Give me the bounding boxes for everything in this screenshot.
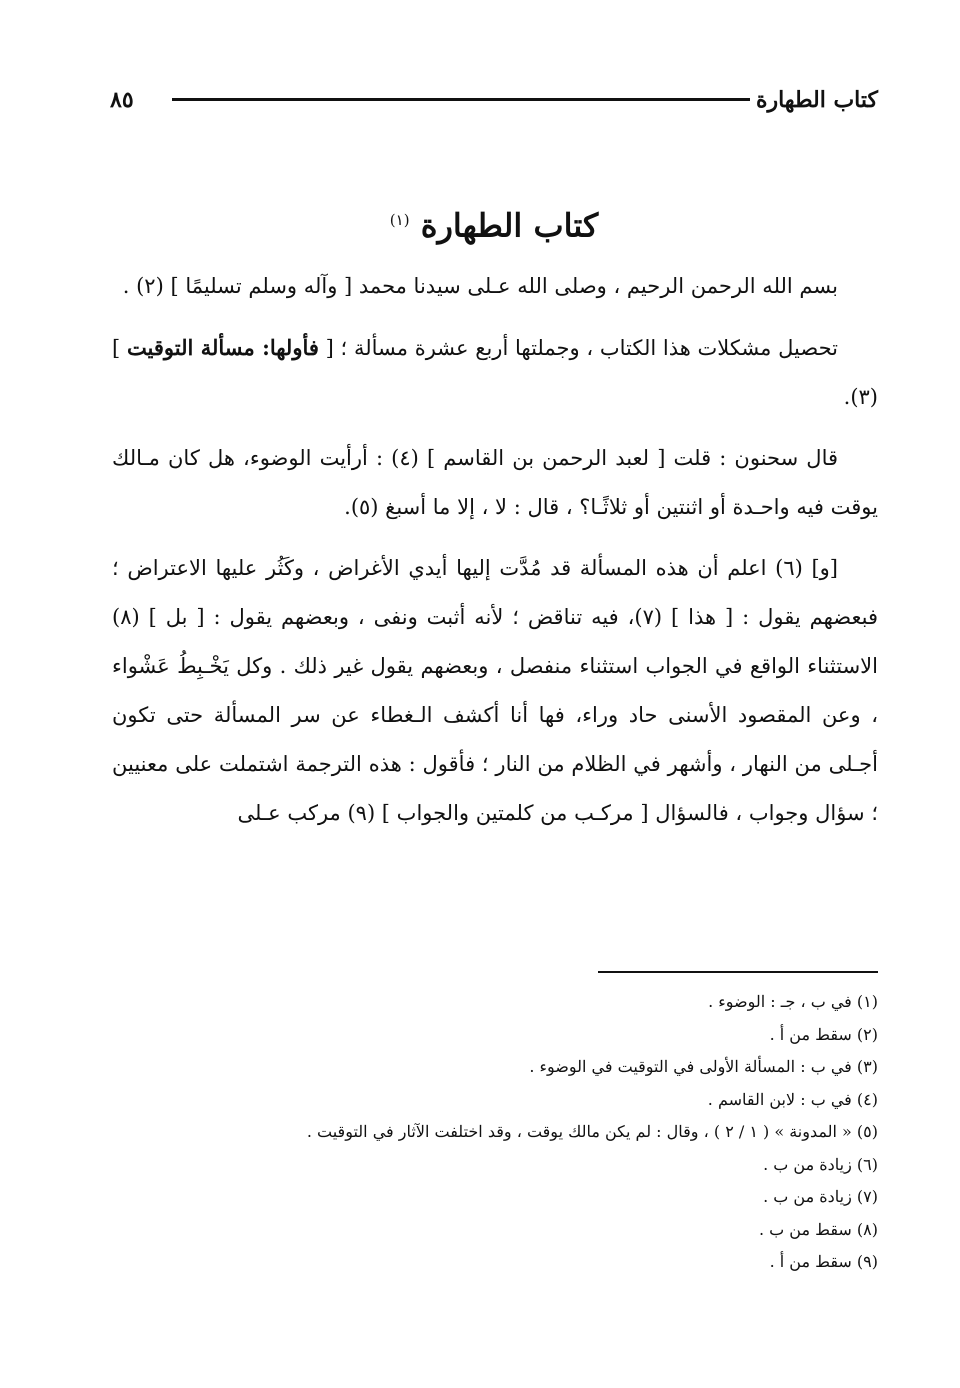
chapter-title-text: كتاب الطهارة: [420, 206, 599, 245]
running-header-title: كتاب الطهارة: [755, 87, 878, 113]
footnote-7: (٧) زيادة من ب .: [763, 1187, 878, 1206]
footnote-2: (٢) سقط من أ .: [769, 1024, 878, 1044]
footnote-1: (١) في ب ، جـ : الوضوء .: [708, 992, 878, 1011]
footnote-9: (٩) سقط من أ .: [769, 1252, 878, 1271]
chapter-footnote-mark: (١): [389, 211, 410, 229]
footnote-4: (٤) في ب : لابن القاسم .: [707, 1089, 878, 1109]
footnote-divider: [598, 971, 878, 973]
footnote-8: (٨) سقط من ب .: [758, 1219, 878, 1239]
footnote-3: (٣) في ب : المسألة الأولى في التوقيت في الوضوء .: [529, 1057, 878, 1076]
header-rule: [172, 98, 750, 101]
chapter-heading: [110, 196, 878, 250]
footnote-5: (٥) « المدونة » ( ١ / ٢ ) ، وقال : لم يكن مالك يوقت ، وقد اختلفت الآثار في التوقيت .: [306, 1122, 878, 1141]
footnote-6: (٦) زيادة من ب .: [763, 1154, 878, 1174]
footnotes: [112, 986, 878, 1279]
paragraph-intro-bold: فأولها: مسألة التوقيت: [126, 335, 319, 360]
paragraph-intro-text: تحصيل مشكلات هذا الكتاب ، وجملتها أربع عشرة مسألة ؛ [: [325, 336, 838, 360]
running-header: [110, 82, 878, 118]
body-text: [112, 262, 878, 850]
page-number: ٨٥: [110, 87, 134, 113]
paragraph-basmala: بسم الله الرحمن الرحيم ، وصلى الله عـلى سيدنا محمد [ وآله وسلم تسليمًا ] (٢) .: [122, 274, 838, 298]
paragraph-sahnun: قال سحنون : قلت [ لعبد الرحمن بن القاسم ] (٤) : أرأيت الوضوء، هل كان مـالك يوقت فيه واحـدة أو اثنتين أو ثلاثًـا؟ ، قال : لا ، إلا ما أسبغ (٥).: [112, 446, 878, 519]
paragraph-intro-tail: ] (٣).: [112, 336, 878, 409]
paragraph-intro: [112, 323, 878, 422]
paragraph-commentary: [و] (٦) اعلم أن هذه المسألة قد مُدَّت إليها أيدي الأغراض ، وكَثُر عليها الاعتراض ؛ فبعضهم يقول : [ هذا ] (٧)، فيه تناقض ؛ لأنه أثبت ونفى ، وبعضهم يقول : [ بل ] (٨) الاستثناء الواقع في الجواب استثناء منفصل ، وبعضهم يقول غير ذلك . وكل يَخْـبِطُ عَشْواء ، وعن المقصود الأسنى حاد وراء، فها أنا أكشف الـغطاء عن سر المسألة حتى تكون أجـلى من النهار ، وأشهر في الظلام من النار ؛ فأقول : هذه الترجمة اشتملت على معنيين ؛ سؤال وجواب ، فالسؤال [ مركـب من كلمتين والجواب ] (٩) مركب عـلى: [112, 556, 878, 825]
